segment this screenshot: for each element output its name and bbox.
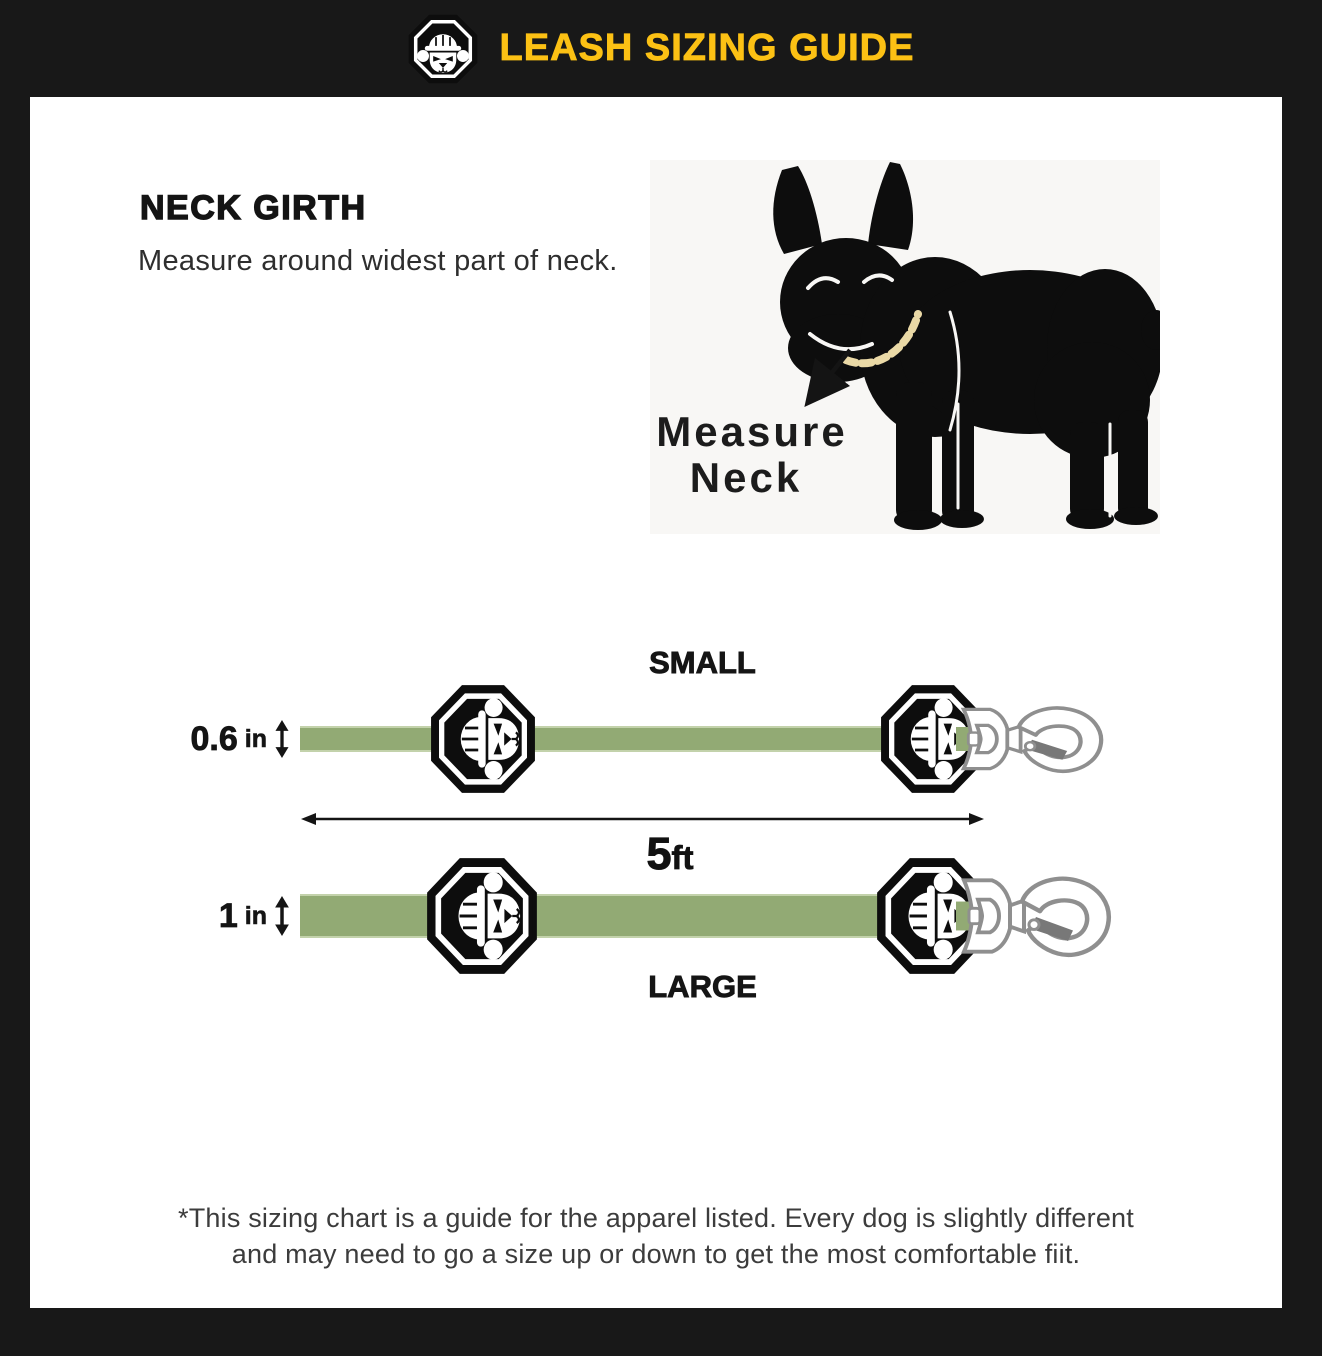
length-dimension-arrow xyxy=(300,810,985,828)
small-width-unit: in xyxy=(244,724,267,753)
leash-logo-badge-icon xyxy=(426,857,538,975)
content-panel xyxy=(30,97,1282,1308)
length-value: 5 xyxy=(646,828,672,879)
disclaimer-text xyxy=(30,1201,1282,1273)
measure-annotation-line2: Neck xyxy=(689,454,803,501)
carabiner-clasp-icon xyxy=(956,695,1108,783)
leash-logo-badge-icon xyxy=(430,684,536,794)
large-size-label: LARGE xyxy=(648,969,757,1004)
small-width-label xyxy=(148,713,290,765)
page-title: LEASH SIZING GUIDE xyxy=(499,27,915,69)
carabiner-clasp-icon xyxy=(956,863,1116,969)
disclaimer-line2: and may need to go a size up or down to get the most comfortable fiit. xyxy=(231,1238,1081,1269)
large-width-unit: in xyxy=(244,901,267,930)
length-unit: ft xyxy=(671,839,694,876)
header-bar xyxy=(0,0,1322,97)
disclaimer-line1: *This sizing chart is a guide for the apparel listed. Every dog is slightly different xyxy=(178,1203,1134,1233)
small-width-value: 0.6 xyxy=(190,719,238,758)
large-width-value: 1 xyxy=(218,896,238,935)
dog-silhouette-figure xyxy=(650,152,1160,534)
vertical-measure-arrow-icon xyxy=(274,891,290,941)
neck-girth-description: Measure around widest part of neck. xyxy=(138,245,618,277)
large-width-label xyxy=(148,890,290,942)
measure-annotation-line1: Measure xyxy=(656,408,848,455)
brand-dog-logo-icon xyxy=(408,14,478,84)
neck-girth-heading: NECK GIRTH xyxy=(140,189,367,227)
small-size-label: SMALL xyxy=(649,645,756,680)
vertical-measure-arrow-icon xyxy=(274,720,290,758)
